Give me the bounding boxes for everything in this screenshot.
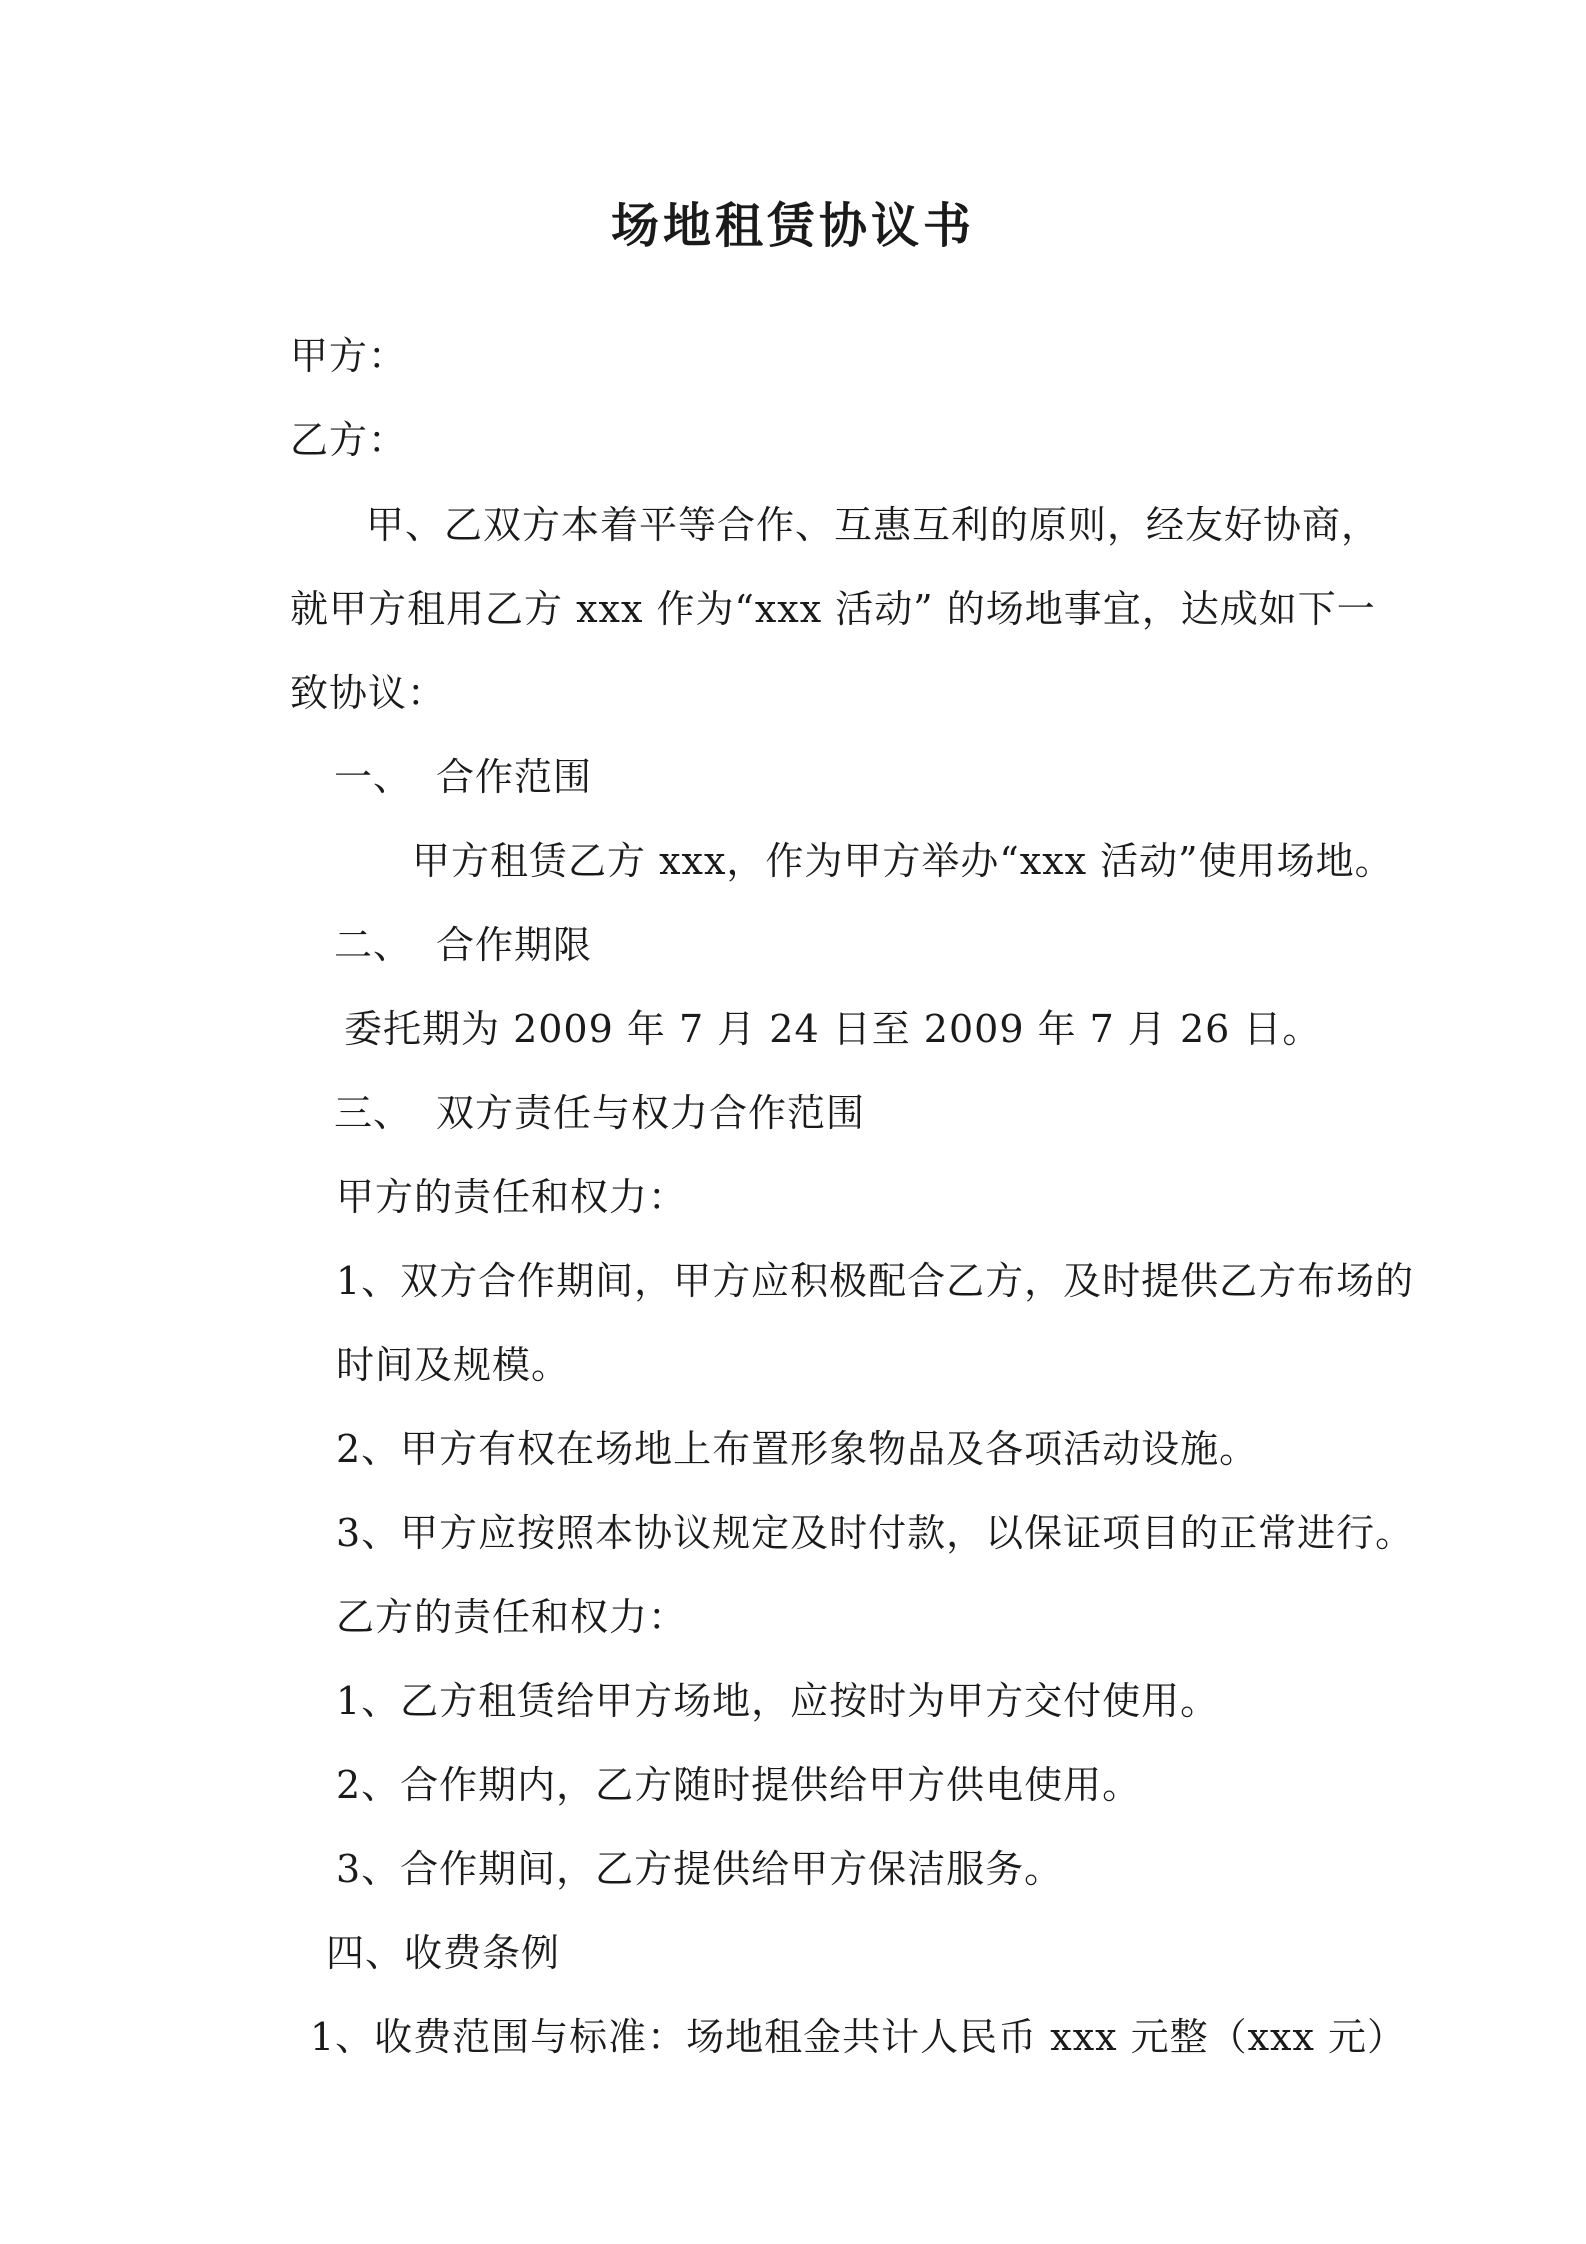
party-a-duty-1-cont: 时间及规模。 — [336, 1343, 571, 1387]
intro-line-2: 就甲方租用乙方 xxx 作为“xxx 活动” 的场地事宜，达成如下一 — [290, 587, 1376, 631]
intro-line-1: 甲、乙双方本着平等合作、互惠互利的原则，经友好协商， — [366, 503, 1381, 547]
section3-heading: 双方责任与权力合作范围 — [436, 1091, 866, 1135]
section3-number: 三、 — [334, 1091, 413, 1135]
party-b-duty-2: 2、合作期内，乙方随时提供给甲方供电使用。 — [336, 1763, 1142, 1807]
section2-heading: 合作期限 — [436, 923, 593, 967]
section4-heading: 四、收费条例 — [326, 1931, 561, 1975]
section1-heading: 合作范围 — [436, 755, 593, 799]
party-a-duty-2: 2、甲方有权在场地上布置形象物品及各项活动设施。 — [336, 1427, 1259, 1471]
party-a-duties-heading: 甲方的责任和权力： — [336, 1175, 688, 1219]
party-b-duties-heading: 乙方的责任和权力： — [336, 1595, 688, 1639]
section4-item-1: 1、收费范围与标准：场地租金共计人民币 xxx 元整（xxx 元） — [310, 2015, 1407, 2059]
party-a-duty-1: 1、双方合作期间，甲方应积极配合乙方，及时提供乙方布场的 — [336, 1259, 1415, 1303]
intro-line-3: 致协议： — [290, 671, 447, 715]
party-b-duty-3: 3、合作期间，乙方提供给甲方保洁服务。 — [336, 1847, 1064, 1891]
section1-body: 甲方租赁乙方 xxx，作为甲方举办“xxx 活动”使用场地。 — [412, 839, 1394, 883]
party-b-label: 乙方： — [290, 418, 408, 462]
section1-number: 一、 — [334, 755, 413, 799]
section2-body: 委托期为 2009 年 7 月 24 日至 2009 年 7 月 26 日。 — [344, 1007, 1322, 1051]
party-a-label: 甲方： — [290, 334, 408, 378]
section2-number: 二、 — [334, 923, 413, 967]
document-title: 场地租赁协议书 — [610, 198, 975, 254]
party-a-duty-3: 3、甲方应按照本协议规定及时付款，以保证项目的正常进行。 — [336, 1511, 1415, 1555]
party-b-duty-1: 1、乙方租赁给甲方场地，应按时为甲方交付使用。 — [336, 1679, 1220, 1723]
